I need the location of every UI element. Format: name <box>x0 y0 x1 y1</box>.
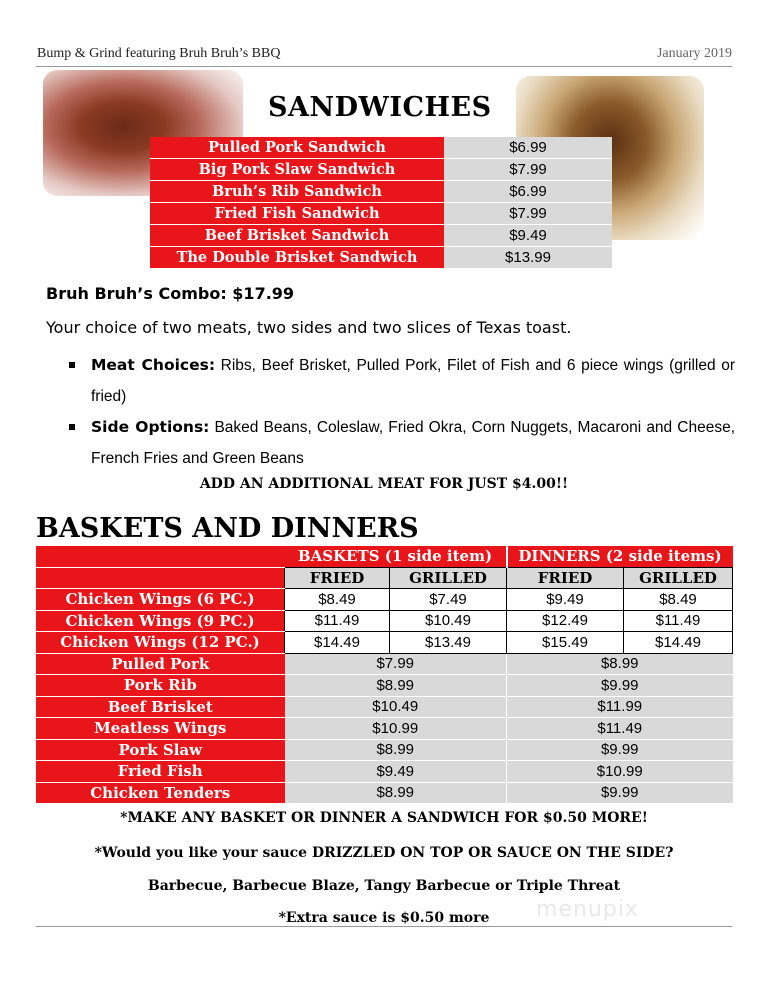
footer-divider <box>36 926 732 927</box>
sandwiches-table <box>150 137 612 269</box>
price-cell: $10.49 <box>390 610 507 632</box>
dinner-price: $9.99 <box>507 782 733 804</box>
sauce-question: *Would you like your sauce DRIZZLED ON TOP OR SAUCE ON THE SIDE? <box>94 845 674 861</box>
item-name: Chicken Wings (9 PC.) <box>36 610 285 632</box>
price-cell: $8.49 <box>285 589 390 611</box>
price-cell: $8.49 <box>624 589 733 611</box>
baskets-dinners-title: BASKETS AND DINNERS <box>36 513 419 544</box>
price-cell: $13.49 <box>390 632 507 654</box>
basket-price: $8.99 <box>285 782 507 804</box>
price-cell: $7.49 <box>390 589 507 611</box>
dinner-price: $11.49 <box>507 718 733 740</box>
table-row <box>36 739 733 761</box>
dinner-price: $11.99 <box>507 696 733 718</box>
table-row <box>36 782 733 804</box>
item-name: Fried Fish <box>36 761 285 783</box>
item-name: Chicken Tenders <box>36 782 285 804</box>
basket-price: $9.49 <box>285 761 507 783</box>
bullet-square-icon <box>69 362 75 368</box>
additional-meat-note: ADD AN ADDITIONAL MEAT FOR JUST $4.00!! <box>199 476 569 492</box>
dinner-price: $9.99 <box>507 739 733 761</box>
basket-price: $10.99 <box>285 718 507 740</box>
price-cell: $12.49 <box>507 610 624 632</box>
table-row <box>36 761 733 783</box>
sandwich-name: The Double Brisket Sandwich <box>150 247 444 269</box>
price-cell: $9.49 <box>507 589 624 611</box>
sandwich-price: $6.99 <box>444 181 612 203</box>
item-name: Meatless Wings <box>36 718 285 740</box>
item-name: Pulled Pork <box>36 653 285 675</box>
combo-title: Bruh Bruh’s Combo: $17.99 <box>46 284 295 303</box>
sandwich-name: Bruh’s Rib Sandwich <box>150 181 444 203</box>
side-options-label: Side Options: <box>91 418 210 436</box>
extra-sauce-note: *Extra sauce is $0.50 more <box>278 910 490 926</box>
item-name: Pork Slaw <box>36 739 285 761</box>
baskets-dinners-table <box>36 546 733 804</box>
baskets-header: BASKETS (1 side item) <box>285 546 507 567</box>
sandwich-name: Fried Fish Sandwich <box>150 203 444 225</box>
item-name: Chicken Wings (6 PC.) <box>36 589 285 611</box>
dinner-grilled-header: GRILLED <box>624 567 733 589</box>
item-name: Beef Brisket <box>36 696 285 718</box>
dinner-price: $8.99 <box>507 653 733 675</box>
sandwich-row <box>150 137 612 159</box>
price-cell: $15.49 <box>507 632 624 654</box>
sandwich-price: $6.99 <box>444 137 612 159</box>
combo-description: Your choice of two meats, two sides and two slices of Texas toast. <box>46 318 572 337</box>
table-row <box>36 632 733 654</box>
sandwich-row <box>150 203 612 225</box>
sandwich-upgrade-note: *MAKE ANY BASKET OR DINNER A SANDWICH FOR $0.50 MORE! <box>120 810 648 826</box>
sandwich-row <box>150 225 612 247</box>
side-options-item <box>69 412 735 474</box>
sandwich-price: $7.99 <box>444 203 612 225</box>
sandwich-price: $7.99 <box>444 159 612 181</box>
dinner-price: $10.99 <box>507 761 733 783</box>
basket-fried-header: FRIED <box>285 567 390 589</box>
sandwich-price: $9.49 <box>444 225 612 247</box>
watermark: menupix <box>536 897 639 922</box>
basket-price: $10.49 <box>285 696 507 718</box>
sandwich-name: Pulled Pork Sandwich <box>150 137 444 159</box>
item-name: Chicken Wings (12 PC.) <box>36 632 285 654</box>
sandwich-row <box>150 181 612 203</box>
meat-choices-text: Ribs, Beef Brisket, Pulled Pork, Filet of Fish and 6 piece wings (grilled or fried) <box>91 357 735 405</box>
basket-grilled-header: GRILLED <box>390 567 507 589</box>
side-options-text: Baked Beans, Coleslaw, Fried Okra, Corn Nuggets, Macaroni and Cheese, French Fries and Green Beans <box>91 419 735 467</box>
header-restaurant-name: Bump & Grind featuring Bruh Bruh’s BBQ <box>37 46 281 61</box>
group-header-row <box>36 546 733 567</box>
sauce-options: Barbecue, Barbecue Blaze, Tangy Barbecue or Triple Threat <box>147 878 621 894</box>
table-row <box>36 696 733 718</box>
sandwich-row <box>150 159 612 181</box>
header-divider <box>36 66 732 67</box>
combo-options-list <box>69 350 735 474</box>
dinner-price: $9.99 <box>507 675 733 697</box>
table-row <box>36 589 733 611</box>
table-row <box>36 718 733 740</box>
basket-price: $7.99 <box>285 653 507 675</box>
header-date: January 2019 <box>656 46 732 61</box>
sub-header-row <box>36 567 733 589</box>
table-row <box>36 610 733 632</box>
blank-header-cell <box>36 546 285 567</box>
price-cell: $14.49 <box>624 632 733 654</box>
price-cell: $11.49 <box>624 610 733 632</box>
sandwich-price: $13.99 <box>444 247 612 269</box>
blank-header-cell <box>36 567 285 589</box>
sandwich-name: Beef Brisket Sandwich <box>150 225 444 247</box>
bullet-square-icon <box>69 424 75 430</box>
basket-price: $8.99 <box>285 675 507 697</box>
price-cell: $11.49 <box>285 610 390 632</box>
basket-price: $8.99 <box>285 739 507 761</box>
meat-choices-item <box>69 350 735 412</box>
meat-choices-label: Meat Choices: <box>91 356 216 374</box>
table-row <box>36 653 733 675</box>
sandwich-row <box>150 247 612 269</box>
item-name: Pork Rib <box>36 675 285 697</box>
sandwiches-title: SANDWICHES <box>268 92 492 123</box>
table-row <box>36 675 733 697</box>
sandwich-name: Big Pork Slaw Sandwich <box>150 159 444 181</box>
dinners-header: DINNERS (2 side items) <box>507 546 733 567</box>
dinner-fried-header: FRIED <box>507 567 624 589</box>
price-cell: $14.49 <box>285 632 390 654</box>
